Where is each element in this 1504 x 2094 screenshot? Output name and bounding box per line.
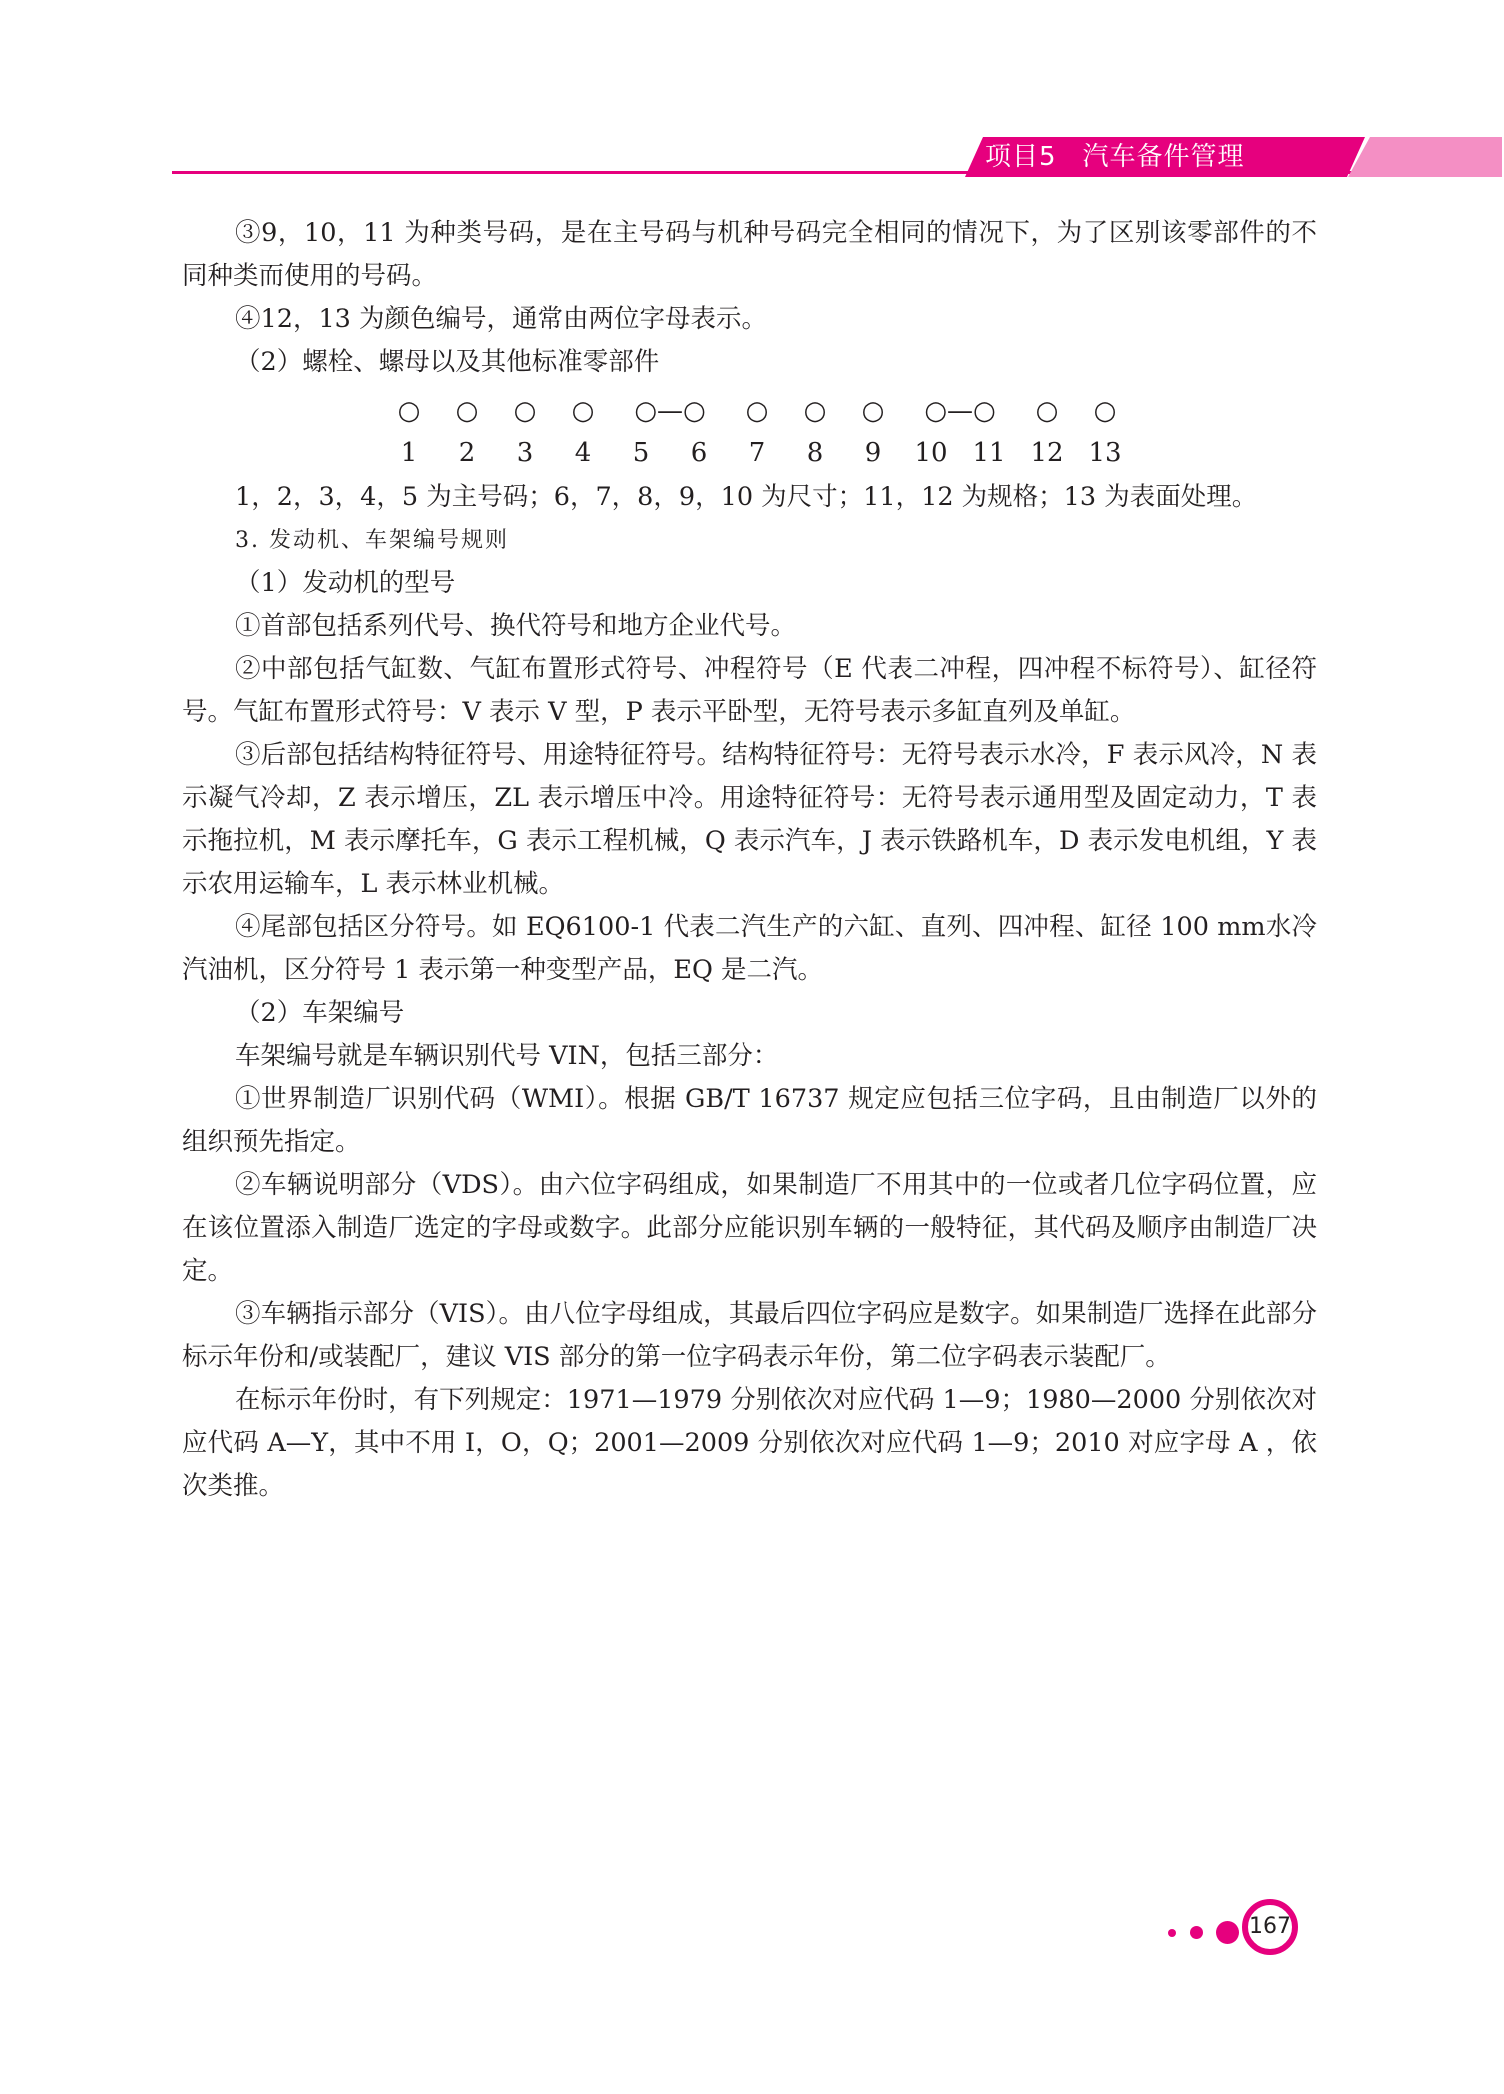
position-number: 12: [1030, 438, 1064, 468]
position-circle: ○: [803, 396, 827, 426]
subheading: （2）车架编号: [235, 998, 405, 1028]
paragraph: ③车辆指示部分（VIS）。由八位字母组成，其最后四位字码应是数字。如果制造厂选择在此部分标示年份和/或装配厂，建议 VIS 部分的第一位字码表示年份，第二位字码表示装配厂。: [182, 1299, 1317, 1372]
header-banner-accent: [1348, 137, 1502, 177]
position-circle-pair: ○—○: [924, 396, 996, 426]
header-title: 汽车备件管理: [1082, 142, 1245, 172]
paragraph: ②中部包括气缸数、气缸布置形式符号、冲程符号（E 代表二冲程，四冲程不标符号）、缸径符号。气缸布置形式符号：V 表示 V 型，P 表示平卧型，无符号表示多缸直列及单缸。: [182, 654, 1317, 727]
position-number: 10: [914, 438, 948, 468]
position-number: 5: [632, 438, 650, 468]
paragraph: ①首部包括系列代号、换代符号和地方企业代号。: [235, 611, 797, 641]
paragraph: ④12，13 为颜色编号，通常由两位字母表示。: [235, 304, 768, 334]
paragraph: ①世界制造厂识别代码（WMI）。根据 GB/T 16737 规定应包括三位字码，且由制造厂以外的组织预先指定。: [182, 1084, 1317, 1157]
position-number: 7: [748, 438, 766, 468]
position-number: 2: [458, 438, 476, 468]
position-circle: ○: [513, 396, 537, 426]
running-header: [985, 137, 1345, 177]
page-number: 167: [1242, 1899, 1298, 1955]
position-circle: ○: [455, 396, 479, 426]
position-circle: ○: [397, 396, 421, 426]
position-number: 6: [690, 438, 708, 468]
position-circle: ○: [571, 396, 595, 426]
paragraph: 1，2，3，4，5 为主号码；6，7，8，9，10 为尺寸；11，12 为规格；13 为表面处理。: [235, 482, 1258, 512]
paragraph: 在标示年份时，有下列规定：1971—1979 分别依次对应代码 1—9；1980—2000 分别依次对应代码 A—Y，其中不用 I，O，Q；2001—2009 分别依次对应代码 1—9；2010 对应字母 A ，依次类推。: [182, 1385, 1317, 1501]
code-position-diagram: [380, 390, 1120, 474]
decor-dot-icon: [1216, 1921, 1239, 1944]
position-number: 4: [574, 438, 592, 468]
position-circle: ○: [861, 396, 885, 426]
header-project: 项目5: [985, 142, 1057, 172]
position-number: 11: [972, 438, 1006, 468]
decor-dot-icon: [1168, 1929, 1176, 1937]
paragraph: 车架编号就是车辆识别代号 VIN，包括三部分：: [235, 1041, 779, 1071]
position-circle-pair: ○—○: [634, 396, 706, 426]
position-circle: ○: [745, 396, 769, 426]
page-footer: [1160, 1897, 1310, 1967]
position-number: 3: [516, 438, 534, 468]
position-number: 8: [806, 438, 824, 468]
position-circle: ○: [1035, 396, 1059, 426]
position-number: 13: [1088, 438, 1122, 468]
position-number: 1: [400, 438, 418, 468]
paragraph: ③后部包括结构特征符号、用途特征符号。结构特征符号：无符号表示水冷，F 表示风冷，N 表示凝气冷却，Z 表示增压，ZL 表示增压中冷。用途特征符号：无符号表示通用型及固定动力，T 表示拖拉机，M 表示摩托车，G 表示工程机械，Q 表示汽车，J 表示铁路机车，D 表示发电机组，Y 表示农用运输车，L 表示林业机械。: [182, 740, 1317, 899]
decor-dot-icon: [1190, 1926, 1203, 1939]
paragraph: ④尾部包括区分符号。如 EQ6100-1 代表二汽生产的六缸、直列、四冲程、缸径 100 mm水冷汽油机，区分符号 1 表示第一种变型产品，EQ 是二汽。: [182, 912, 1317, 985]
section-heading: 3. 发动机、车架编号规则: [235, 528, 509, 553]
subheading: （1）发动机的型号: [235, 568, 456, 598]
paragraph: ②车辆说明部分（VDS）。由六位字码组成，如果制造厂不用其中的一位或者几位字码位置，应在该位置添入制造厂选定的字母或数字。此部分应能识别车辆的一般特征，其代码及顺序由制造厂决定。: [182, 1170, 1317, 1286]
position-circle: ○: [1093, 396, 1117, 426]
paragraph: ③9，10，11 为种类号码，是在主号码与机种号码完全相同的情况下，为了区别该零部件的不同种类而使用的号码。: [182, 218, 1317, 291]
diagram-symbol-row: [380, 390, 1120, 432]
diagram-number-row: [380, 432, 1120, 474]
position-number: 9: [864, 438, 882, 468]
subheading: （2）螺栓、螺母以及其他标准零部件: [235, 347, 660, 377]
